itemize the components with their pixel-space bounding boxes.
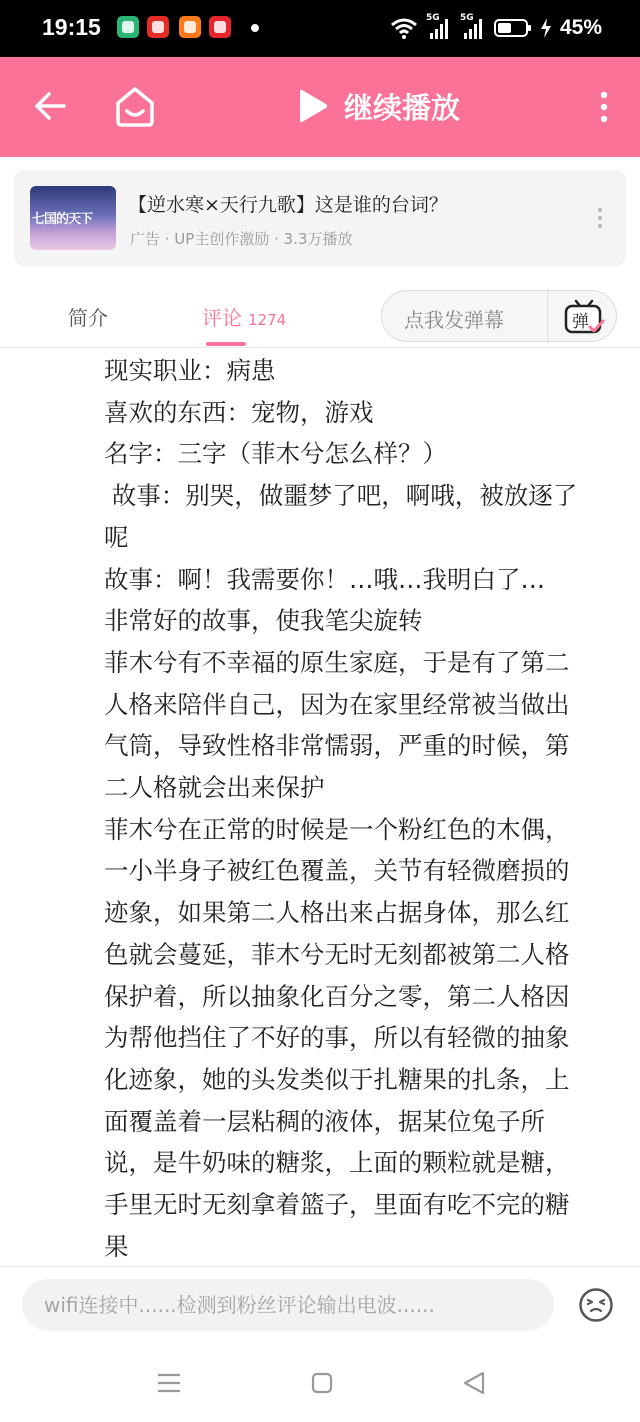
tab-intro[interactable]: 简介 <box>68 306 108 330</box>
status-bar <box>0 0 640 57</box>
emoji-icon[interactable] <box>578 1287 614 1323</box>
home-square-icon[interactable] <box>311 1372 333 1394</box>
danmaku-toggle-icon[interactable] <box>562 297 606 337</box>
ad-more-icon[interactable] <box>596 206 604 230</box>
danmaku-placeholder: 点我发弹幕 <box>404 308 504 332</box>
status-time: 19:15 <box>42 14 101 40</box>
battery-percent: 45% <box>559 16 602 39</box>
comment-content <box>104 350 620 1267</box>
comment-input[interactable] <box>22 1279 554 1331</box>
app-icon-3 <box>179 16 201 38</box>
signal-label: 5G <box>425 13 440 23</box>
comment-input-bar <box>0 1266 640 1346</box>
signal-icon <box>426 15 452 41</box>
continue-play-button[interactable] <box>296 83 460 129</box>
status-indicators <box>390 14 602 42</box>
comment-line: 名字：三字（菲木兮怎么样？） <box>104 439 447 469</box>
ad-meta: 广告 · UP主创作激励 · 3.3万播放 <box>130 230 353 248</box>
notification-dot <box>251 24 259 32</box>
comment-line: 故事：别哭，做噩梦了吧，啊哦，被放逐了 呢 <box>104 481 578 552</box>
ad-thumbnail <box>30 186 116 250</box>
ad-title: 【逆水寒×天行九歌】这是谁的台词？ <box>128 194 448 216</box>
charging-icon <box>540 17 552 39</box>
tab-comments[interactable] <box>202 302 286 331</box>
app-icon-1 <box>117 16 139 38</box>
app-icon-2 <box>147 16 169 38</box>
more-vertical-icon[interactable] <box>592 87 616 127</box>
back-triangle-icon[interactable] <box>462 1370 486 1396</box>
signal-icon <box>460 15 486 41</box>
comment-line: 非常好的故事，使我笔尖旋转 <box>104 606 423 636</box>
comment-paragraph: 菲木兮有不幸福的原生家庭，于是有了第二 人格来陪伴自己，因为在家里经常被当做出 气筒，导致性格非常懦弱，严重的时候，第 二人格就会出来保护 <box>104 647 570 803</box>
battery-icon <box>494 18 532 38</box>
comment-count: 1274 <box>248 311 287 329</box>
header-bar <box>0 57 640 157</box>
signal-label: 5G <box>459 13 474 23</box>
back-arrow-icon[interactable] <box>28 83 74 129</box>
danmaku-icon-label: 弹 <box>572 312 589 332</box>
tab-active-indicator <box>206 342 246 346</box>
app-icon-4 <box>209 16 231 38</box>
ad-thumbnail-text: 七国的天下 <box>32 212 93 227</box>
home-icon[interactable] <box>112 81 158 131</box>
ad-card[interactable] <box>14 170 626 266</box>
danmaku-input-button[interactable] <box>381 290 617 342</box>
comment-line: 现实职业：病患 <box>104 356 276 385</box>
comment-line: 故事：啊！我需要你！…哦…我明白了… <box>104 564 545 594</box>
tab-comments-label: 评论 <box>202 306 242 330</box>
danmaku-divider <box>547 291 548 341</box>
system-nav-bar <box>0 1346 640 1422</box>
comment-paragraph: 菲木兮在正常的时候是一个粉红色的木偶， 一小半身子被红色覆盖，关节有轻微磨损的 迹象，如果第二人格出来占据身体，那么红 色就会蔓延，菲木兮无时无刻都被第二人格 保护着，所以抽象化百分之零，第二人格因 为帮他挡住了不好的事，所以有轻微的抽象 化迹象，她的头发类似于扎糖果的扎条，上 面覆盖着一层粘稠的液体，据某位兔子所 说，是牛奶味的糖浆，上面的颗粒就是糖， 手里无时无刻拿着篮子，里面有吃不完的糖 果 <box>104 814 570 1261</box>
wifi-icon <box>390 17 418 39</box>
comment-line: 喜欢的东西：宠物，游戏 <box>104 397 374 427</box>
play-icon <box>296 86 330 126</box>
continue-play-label: 继续播放 <box>344 90 461 125</box>
menu-icon[interactable] <box>157 1372 181 1394</box>
